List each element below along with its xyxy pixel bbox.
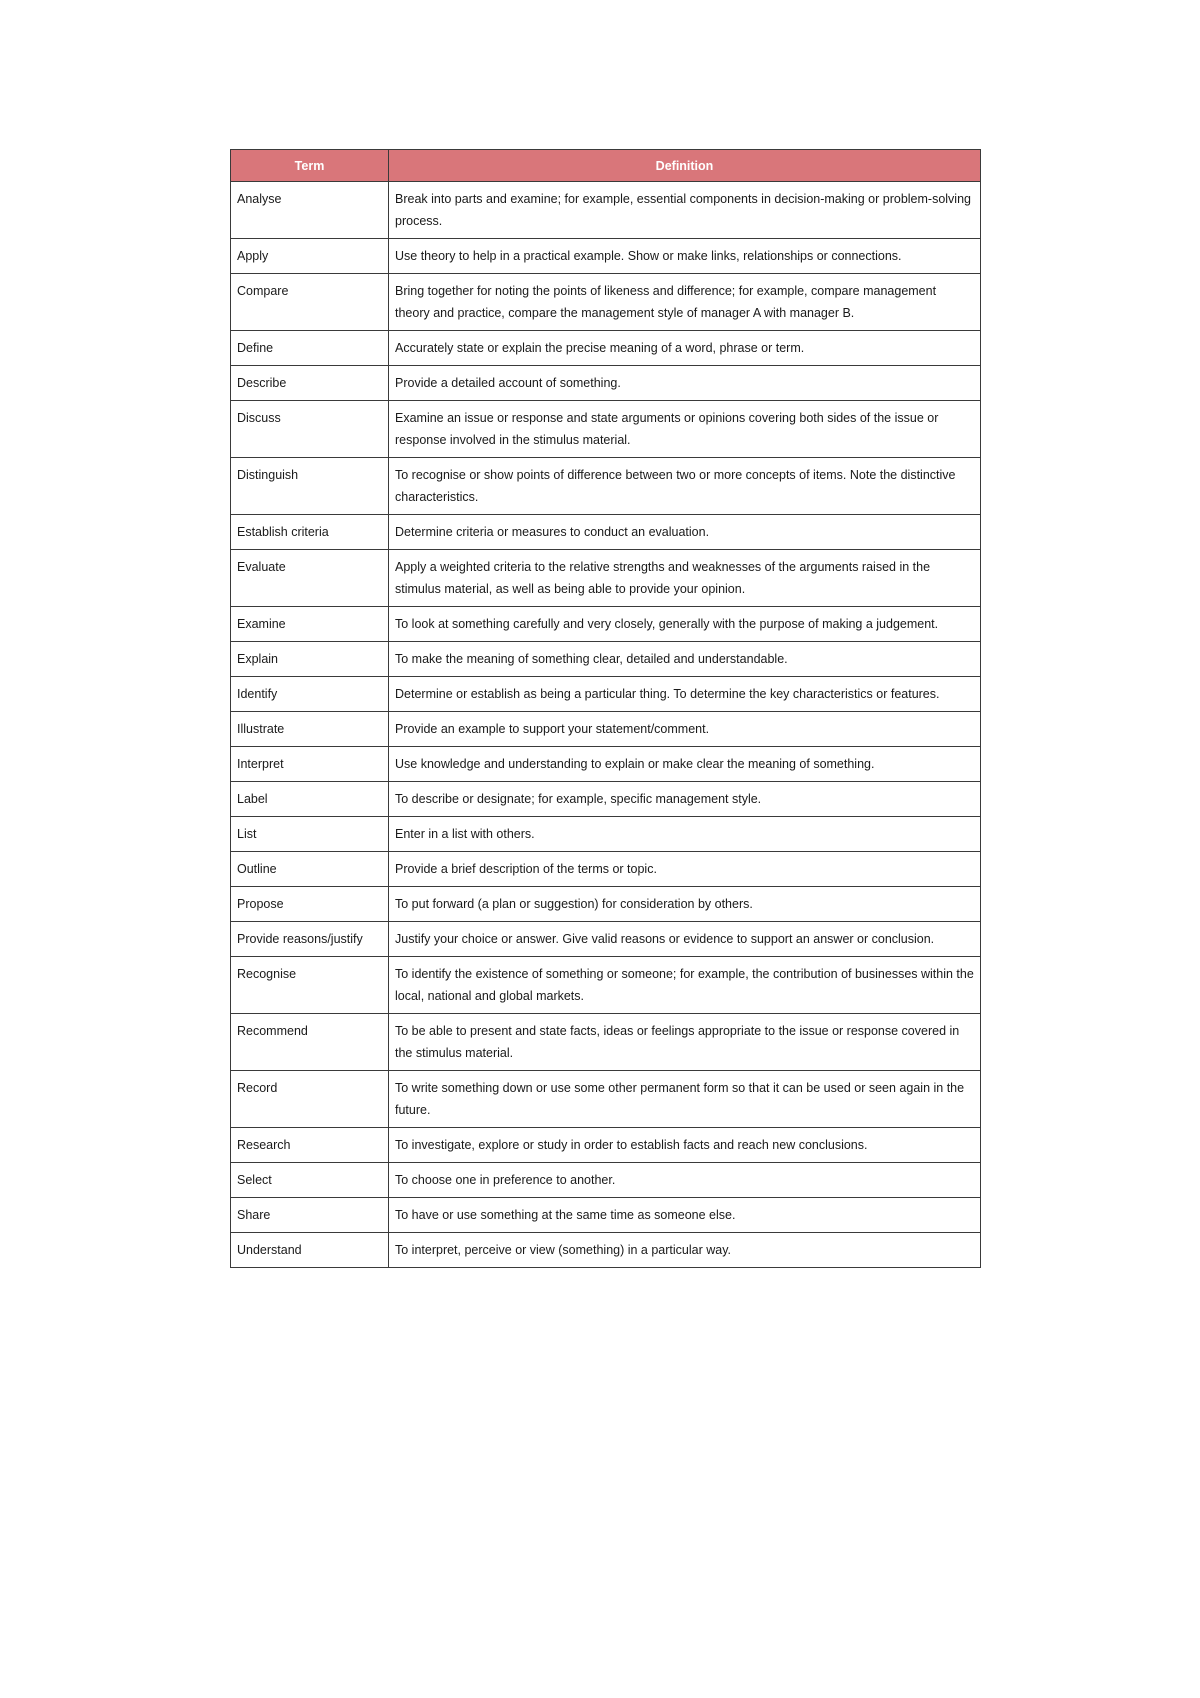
term-cell: Propose	[231, 887, 389, 922]
definition-cell: Break into parts and examine; for example, essential components in decision-making or problem-solving process.	[389, 182, 981, 239]
header-row	[231, 150, 981, 182]
definition-cell: Enter in a list with others.	[389, 817, 981, 852]
term-cell: Share	[231, 1198, 389, 1233]
term-cell: Define	[231, 331, 389, 366]
table-row	[231, 922, 981, 957]
definition-cell: To write something down or use some other permanent form so that it can be used or seen again in the future.	[389, 1071, 981, 1128]
table-row	[231, 817, 981, 852]
table-row	[231, 642, 981, 677]
table-row	[231, 782, 981, 817]
definition-cell: Bring together for noting the points of likeness and difference; for example, compare management theory and practice, compare the management style of manager A with manager B.	[389, 274, 981, 331]
term-cell: Evaluate	[231, 550, 389, 607]
definition-cell: To interpret, perceive or view (something) in a particular way.	[389, 1233, 981, 1268]
definition-cell: Use knowledge and understanding to explain or make clear the meaning of something.	[389, 747, 981, 782]
definition-cell: Determine or establish as being a particular thing. To determine the key characteristics or features.	[389, 677, 981, 712]
term-cell: Label	[231, 782, 389, 817]
table-row	[231, 677, 981, 712]
definition-cell: To describe or designate; for example, specific management style.	[389, 782, 981, 817]
definition-cell: Provide a detailed account of something.	[389, 366, 981, 401]
term-cell: List	[231, 817, 389, 852]
term-cell: Record	[231, 1071, 389, 1128]
term-cell: Recommend	[231, 1014, 389, 1071]
table-row	[231, 331, 981, 366]
definition-cell: To look at something carefully and very closely, generally with the purpose of making a judgement.	[389, 607, 981, 642]
table-row	[231, 550, 981, 607]
term-cell: Discuss	[231, 401, 389, 458]
definition-cell: To recognise or show points of difference between two or more concepts of items. Note the distinctive characteristics.	[389, 458, 981, 515]
definition-cell: Apply a weighted criteria to the relative strengths and weaknesses of the arguments raised in the stimulus material, as well as being able to provide your opinion.	[389, 550, 981, 607]
table-row	[231, 401, 981, 458]
table-row	[231, 458, 981, 515]
table-row	[231, 607, 981, 642]
table-row	[231, 366, 981, 401]
definition-cell: To choose one in preference to another.	[389, 1163, 981, 1198]
table-row	[231, 712, 981, 747]
definition-cell: To investigate, explore or study in order to establish facts and reach new conclusions.	[389, 1128, 981, 1163]
term-cell: Identify	[231, 677, 389, 712]
definition-cell: Examine an issue or response and state arguments or opinions covering both sides of the issue or response involved in the stimulus material.	[389, 401, 981, 458]
term-cell: Examine	[231, 607, 389, 642]
table-row	[231, 239, 981, 274]
header-definition: Definition	[389, 150, 981, 182]
table-header	[231, 150, 981, 182]
definition-cell: Accurately state or explain the precise meaning of a word, phrase or term.	[389, 331, 981, 366]
term-cell: Apply	[231, 239, 389, 274]
header-term: Term	[231, 150, 389, 182]
definition-cell: To be able to present and state facts, ideas or feelings appropriate to the issue or response covered in the stimulus material.	[389, 1014, 981, 1071]
definition-cell: Use theory to help in a practical example. Show or make links, relationships or connections.	[389, 239, 981, 274]
table-row	[231, 1128, 981, 1163]
table-row	[231, 1233, 981, 1268]
table-row	[231, 1014, 981, 1071]
term-cell: Outline	[231, 852, 389, 887]
table-row	[231, 1198, 981, 1233]
term-cell: Research	[231, 1128, 389, 1163]
definition-cell: To put forward (a plan or suggestion) for consideration by others.	[389, 887, 981, 922]
table-row	[231, 887, 981, 922]
table-row	[231, 515, 981, 550]
table-row	[231, 747, 981, 782]
term-cell: Establish criteria	[231, 515, 389, 550]
term-cell: Distinguish	[231, 458, 389, 515]
term-cell: Explain	[231, 642, 389, 677]
term-cell: Compare	[231, 274, 389, 331]
definition-cell: Provide an example to support your statement/comment.	[389, 712, 981, 747]
definition-cell: Determine criteria or measures to conduct an evaluation.	[389, 515, 981, 550]
term-cell: Interpret	[231, 747, 389, 782]
definition-cell: To make the meaning of something clear, detailed and understandable.	[389, 642, 981, 677]
definition-cell: Provide a brief description of the terms or topic.	[389, 852, 981, 887]
term-cell: Illustrate	[231, 712, 389, 747]
definition-cell: To have or use something at the same time as someone else.	[389, 1198, 981, 1233]
definition-cell: Justify your choice or answer. Give valid reasons or evidence to support an answer or conclusion.	[389, 922, 981, 957]
term-cell: Recognise	[231, 957, 389, 1014]
term-cell: Provide reasons/justify	[231, 922, 389, 957]
term-cell: Describe	[231, 366, 389, 401]
table-row	[231, 1163, 981, 1198]
table-row	[231, 182, 981, 239]
table-row	[231, 274, 981, 331]
glossary-table	[230, 149, 981, 1268]
table-row	[231, 852, 981, 887]
term-cell: Understand	[231, 1233, 389, 1268]
term-cell: Analyse	[231, 182, 389, 239]
definition-cell: To identify the existence of something or someone; for example, the contribution of businesses within the local, national and global markets.	[389, 957, 981, 1014]
table-row	[231, 1071, 981, 1128]
table-row	[231, 957, 981, 1014]
table-body	[231, 182, 981, 1268]
term-cell: Select	[231, 1163, 389, 1198]
